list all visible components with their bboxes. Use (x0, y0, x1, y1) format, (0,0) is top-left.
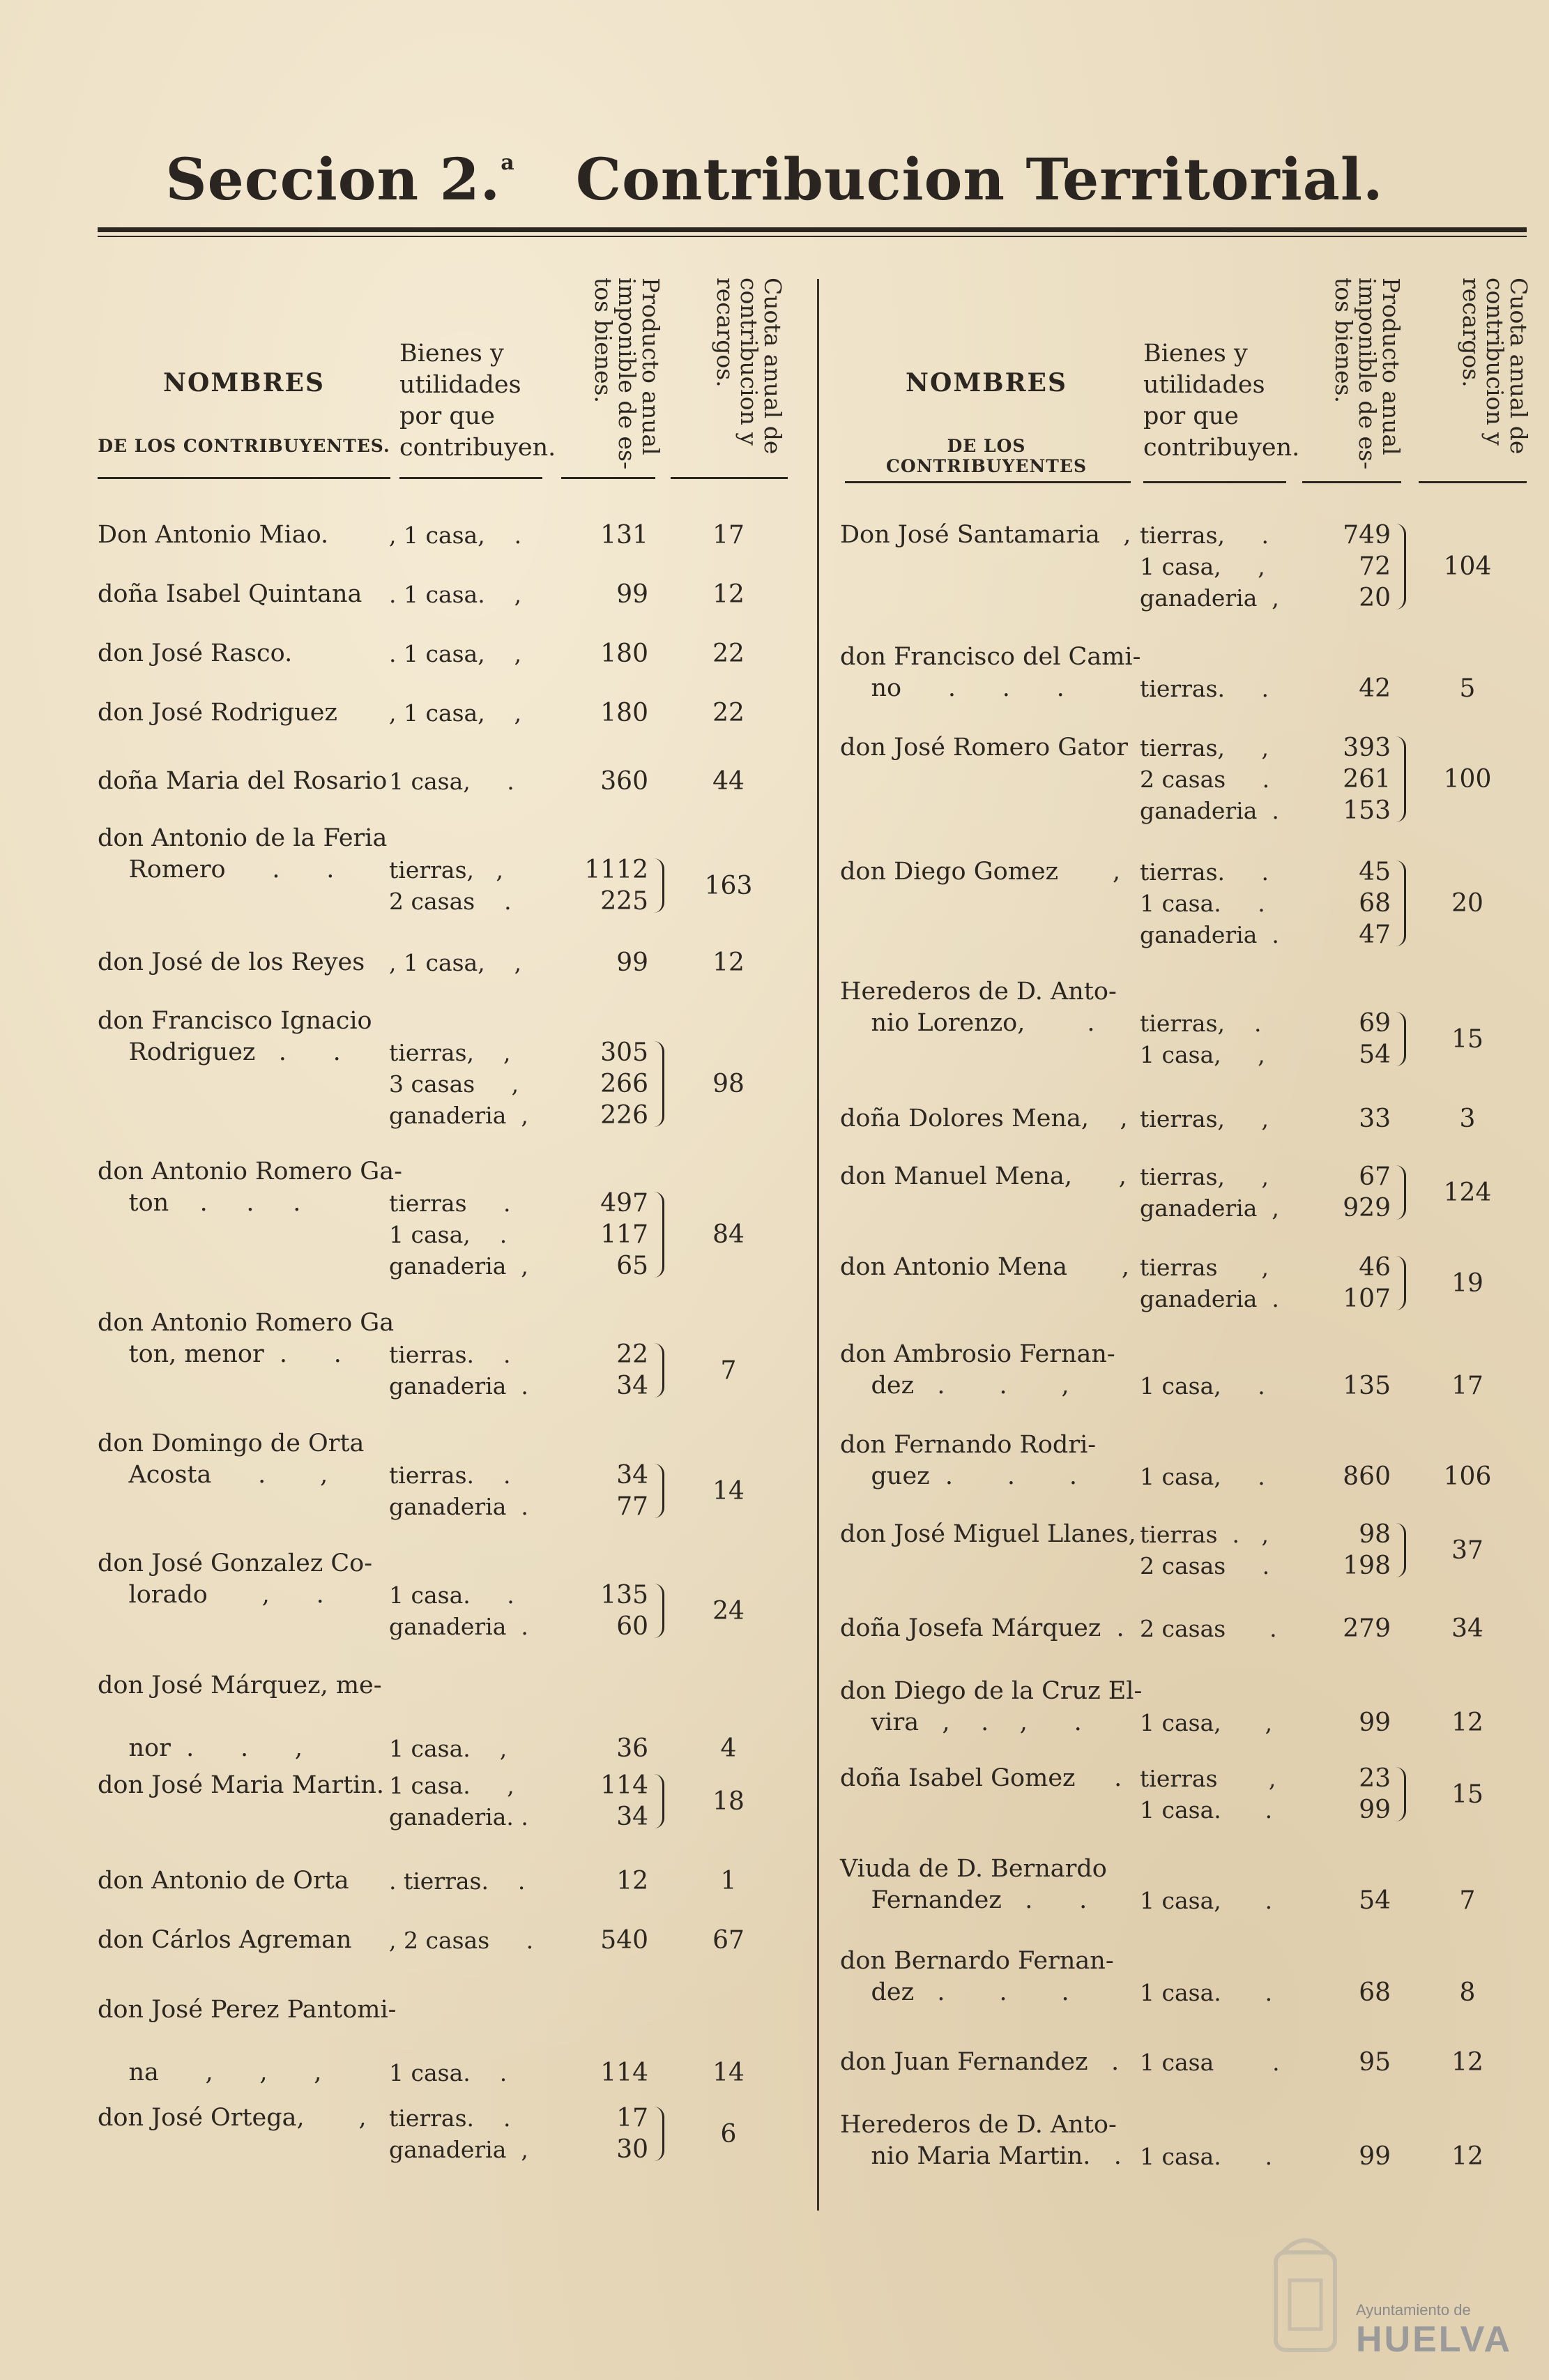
annual-quota-value: 14 (712, 1476, 745, 1506)
contributor-name: doña Maria del Rosario (98, 767, 388, 795)
grouping-brace (1396, 1012, 1406, 1066)
property-items: , 1 casa, . (389, 522, 522, 549)
annual-product-values: 54 (1359, 1886, 1391, 1915)
header-underline (561, 477, 655, 479)
contributor-name: don Antonio de la Feria Romero . . (98, 824, 388, 884)
property-items: tierras. . ganaderia . (389, 1341, 528, 1400)
property-items: 1 casa, , (1140, 1709, 1273, 1736)
page-title (0, 146, 1549, 213)
property-items: tierras, , 2 casas . ganaderia . (1140, 734, 1279, 824)
grouping-brace (654, 858, 664, 913)
property-items: tierras, , 2 casas . (389, 856, 512, 915)
annual-product-values: 99 (616, 580, 648, 609)
contributor-name: doña Josefa Márquez . (840, 1614, 1124, 1642)
contributor-name: don Diego de la Cruz El- vira , . , . (840, 1677, 1143, 1736)
property-items: 1 casa, . (389, 768, 514, 795)
property-items: 1 casa, . (1140, 1887, 1273, 1914)
property-items: tierras, , ganaderia , (1140, 1163, 1279, 1222)
property-items: 2 casas . (1140, 1615, 1277, 1642)
contributor-name: don Juan Fernandez . (840, 2048, 1120, 2076)
header-contribuyentes-right: DE LOS CONTRIBUYENTES (886, 436, 1087, 476)
annual-product-values: 180 (600, 699, 648, 727)
contributor-name: don Manuel Mena, , (840, 1162, 1127, 1190)
contributor-name: Don Antonio Miao. (98, 521, 329, 549)
header-contribuyentes-left: DE LOS CONTRIBUYENTES. (98, 436, 390, 456)
annual-quota-value: 5 (1459, 674, 1476, 703)
contributor-name: don José Gonzalez Co- lorado , . (98, 1549, 373, 1609)
annual-product-values: 749 72 20 (1343, 521, 1391, 612)
annual-quota-value: 44 (712, 767, 745, 796)
contributor-name: Don José Santamaria , (840, 521, 1131, 549)
contributor-name: Viuda de D. Bernardo Fernandez . . (840, 1855, 1107, 1914)
annual-product-values: 180 (600, 639, 648, 668)
property-items: , 1 casa, , (389, 949, 522, 976)
annual-quota-value: 22 (712, 699, 745, 727)
header-nombres-right: NOMBRES (906, 368, 1067, 397)
annual-quota-value: 8 (1459, 1978, 1476, 2007)
annual-product-values: 279 (1343, 1614, 1391, 1643)
title-superscript: a (501, 151, 515, 175)
contributor-name: don Antonio Romero Ga ton, menor . . (98, 1309, 395, 1368)
grouping-brace (654, 2107, 664, 2161)
header-bienes-left: Bienes y utilidades por que contribuyen. (399, 340, 556, 462)
property-items: . 1 casa. , (389, 581, 522, 608)
annual-quota-value: 1 (720, 1867, 737, 1895)
contributor-name: don José de los Reyes (98, 948, 365, 976)
annual-product-values: 33 (1359, 1105, 1391, 1133)
annual-product-values: 36 (616, 1734, 648, 1763)
header-bienes-right: Bienes y utilidades por que contribuyen. (1143, 340, 1300, 462)
contributor-name: don Francisco Ignacio Rodriguez . . (98, 1007, 372, 1066)
annual-product-values: 114 34 (600, 1771, 648, 1831)
property-items: 1 casa . (1140, 2049, 1280, 2076)
property-items: , 1 casa, , (389, 699, 522, 727)
property-items: tierras. . (1140, 675, 1269, 702)
title-rest: Contribucion Territorial. (575, 146, 1384, 213)
annual-quota-value: 12 (1451, 2048, 1483, 2077)
annual-product-values: 360 (600, 767, 648, 796)
annual-product-values: 393 261 153 (1343, 734, 1391, 825)
contributor-name: Herederos de D. Anto- nio Maria Martin. . (840, 2111, 1122, 2170)
annual-product-values: 99 (616, 948, 648, 977)
annual-product-values: 68 (1359, 1978, 1391, 2007)
contributor-name: doña Dolores Mena, , (840, 1105, 1128, 1132)
property-items: 1 casa. , ganaderia. . (389, 1772, 528, 1831)
annual-product-values: 98 198 (1343, 1520, 1391, 1580)
contributor-name: don José Romero Gator (840, 734, 1128, 761)
property-items: tierras , 1 casa. . (1140, 1765, 1276, 1824)
annual-quota-value: 20 (1451, 889, 1483, 918)
annual-quota-value: 15 (1451, 1780, 1483, 1809)
contributor-name: don Fernando Rodri- guez . . . (840, 1431, 1097, 1490)
contributor-name: don José Ortega, , (98, 2104, 367, 2132)
annual-product-values: 497 117 65 (600, 1189, 648, 1280)
header-underline (845, 481, 1131, 483)
property-items: tierras . 1 casa, . ganaderia , (389, 1190, 528, 1280)
grouping-brace (654, 1464, 664, 1518)
grouping-brace (654, 1041, 664, 1127)
grouping-brace (1396, 524, 1406, 609)
annual-quota-value: 6 (720, 2119, 737, 2148)
grouping-brace (1396, 1256, 1406, 1310)
annual-product-values: 99 (1359, 1708, 1391, 1737)
property-items: tierras, . 1 casa, , (1140, 1010, 1265, 1068)
property-items: tierras, , 3 casas , ganaderia , (389, 1039, 528, 1129)
contributor-name: don Ambrosio Fernan- dez . . , (840, 1340, 1115, 1400)
annual-product-values: 42 (1359, 674, 1391, 703)
annual-product-values: 46 107 (1343, 1253, 1391, 1313)
grouping-brace (1396, 861, 1406, 946)
contributor-name: Herederos de D. Anto- nio Lorenzo, . (840, 978, 1117, 1037)
annual-quota-value: 7 (1459, 1886, 1476, 1915)
header-cuota-right: Cuota anual de contribucion y recargos. (1458, 278, 1532, 455)
annual-product-values: 135 60 (600, 1581, 648, 1641)
annual-quota-value: 17 (712, 521, 745, 549)
grouping-brace (654, 1192, 664, 1278)
annual-quota-value: 34 (1451, 1614, 1483, 1643)
property-items: 1 casa, . (1140, 1372, 1265, 1400)
annual-product-values: 67 929 (1343, 1162, 1391, 1222)
annual-product-values: 99 (1359, 2142, 1391, 2171)
property-items: 1 casa. , (389, 1735, 508, 1762)
annual-quota-value: 12 (712, 580, 745, 609)
contributor-name: don Antonio Romero Ga- ton . . . (98, 1158, 402, 1217)
annual-quota-value: 67 (712, 1926, 745, 1955)
annual-quota-value: 163 (704, 871, 753, 900)
header-underline (1143, 481, 1286, 483)
watermark-big-text: HUELVA (1356, 2319, 1513, 2360)
watermark-small-text: Ayuntamiento de (1356, 2301, 1471, 2319)
property-items: tierras, . 1 casa, , ganaderia , (1140, 522, 1279, 612)
annual-product-values: 23 99 (1359, 1764, 1391, 1824)
annual-quota-value: 17 (1451, 1372, 1483, 1400)
contributor-name: don Francisco del Cami- no . . . (840, 643, 1141, 702)
annual-product-values: 305 266 226 (600, 1038, 648, 1130)
property-items: 1 casa. . ganaderia . (389, 1582, 528, 1640)
header-nombres-left: NOMBRES (163, 368, 325, 397)
property-items: 1 casa. . (1140, 2143, 1273, 2170)
contributor-name: doña Isabel Gomez . (840, 1764, 1122, 1792)
annual-quota-value: 4 (720, 1734, 737, 1763)
grouping-brace (1396, 1767, 1406, 1821)
annual-product-values: 114 (600, 2059, 648, 2087)
annual-product-values: 22 34 (616, 1340, 648, 1400)
contributor-name: don Diego Gomez , (840, 858, 1121, 886)
annual-product-values: 1112 225 (584, 856, 648, 916)
grouping-brace (1396, 736, 1406, 822)
annual-quota-value: 14 (712, 2059, 745, 2087)
annual-product-values: 45 68 47 (1359, 858, 1391, 949)
property-items: 1 casa. . (1140, 1979, 1273, 2006)
grouping-brace (1396, 1523, 1406, 1577)
annual-quota-value: 124 (1443, 1178, 1492, 1207)
annual-product-values: 12 (616, 1867, 648, 1895)
property-items: tierras. . ganaderia , (389, 2105, 528, 2163)
title-rule-thick (98, 227, 1527, 232)
header-underline (671, 477, 788, 479)
property-items: tierras. . ganaderia . (389, 1462, 528, 1520)
annual-product-values: 131 (600, 521, 648, 549)
contributor-name: don José Rodriguez (98, 699, 337, 727)
contributor-name: don Bernardo Fernan- dez . . . (840, 1947, 1114, 2006)
property-items: tierras , ganaderia . (1140, 1254, 1279, 1312)
annual-product-values: 860 (1343, 1462, 1391, 1491)
annual-product-values: 69 54 (1359, 1009, 1391, 1069)
contributor-name: don Antonio de Orta (98, 1867, 349, 1895)
column-divider (817, 279, 819, 2211)
annual-product-values: 34 77 (616, 1461, 648, 1521)
annual-quota-value: 12 (1451, 1708, 1483, 1737)
contributor-name: don José Márquez, me- nor . . , (98, 1672, 382, 1762)
annual-quota-value: 12 (712, 948, 745, 977)
header-underline (98, 477, 390, 479)
annual-quota-value: 7 (720, 1356, 737, 1385)
annual-quota-value: 104 (1443, 552, 1492, 581)
contributor-name: doña Isabel Quintana (98, 580, 363, 608)
contributor-name: don José Rasco. (98, 639, 293, 667)
annual-product-values: 540 (600, 1926, 648, 1955)
header-producto-left: Producto anual imponible de es-tos bienes. (590, 278, 664, 470)
annual-quota-value: 106 (1443, 1462, 1492, 1491)
header-underline (399, 477, 542, 479)
header-producto-right: Producto anual imponible de es-tos bienes. (1330, 278, 1405, 470)
annual-quota-value: 12 (1451, 2142, 1483, 2171)
property-items: . 1 casa, , (389, 640, 522, 667)
property-items: tierras, , (1140, 1105, 1269, 1132)
header-cuota-left: Cuota anual de contribucion y recargos. (712, 278, 786, 455)
title-main: Seccion 2. (165, 146, 501, 213)
property-items: . tierras. . (389, 1867, 526, 1895)
annual-quota-value: 22 (712, 639, 745, 668)
property-items: , 2 casas . (389, 1927, 534, 1954)
contributor-name: don José Maria Martin. (98, 1771, 385, 1799)
annual-product-values: 17 30 (616, 2104, 648, 2164)
annual-quota-value: 19 (1451, 1268, 1483, 1298)
annual-quota-value: 98 (712, 1070, 745, 1098)
header-underline (1302, 481, 1401, 483)
annual-product-values: 135 (1343, 1372, 1391, 1400)
annual-product-values: 95 (1359, 2048, 1391, 2077)
property-items: tierras . , 2 casas . (1140, 1521, 1270, 1579)
grouping-brace (654, 1774, 664, 1828)
grouping-brace (654, 1343, 664, 1397)
annual-quota-value: 15 (1451, 1024, 1483, 1054)
grouping-brace (1396, 1165, 1406, 1220)
property-items: 1 casa. . (389, 2059, 508, 2086)
title-rule-thin (98, 236, 1527, 237)
header-underline (1419, 481, 1527, 483)
annual-quota-value: 84 (712, 1220, 745, 1249)
property-items: 1 casa, . (1140, 1463, 1265, 1490)
annual-quota-value: 18 (712, 1787, 745, 1816)
annual-quota-value: 100 (1443, 765, 1492, 794)
contributor-name: don Antonio Mena , (840, 1253, 1129, 1281)
property-items: tierras. . 1 casa. . ganaderia . (1140, 858, 1279, 948)
contributor-name: don Domingo de Orta Acosta . , (98, 1430, 365, 1489)
annual-quota-value: 37 (1451, 1536, 1483, 1565)
annual-quota-value: 24 (712, 1596, 745, 1625)
contributor-name: don José Miguel Llanes, (840, 1520, 1136, 1548)
annual-quota-value: 3 (1459, 1105, 1476, 1133)
contributor-name: don José Perez Pantomi- na , , , (98, 1996, 397, 2086)
contributor-name: don Cárlos Agreman (98, 1926, 352, 1954)
grouping-brace (654, 1584, 664, 1638)
